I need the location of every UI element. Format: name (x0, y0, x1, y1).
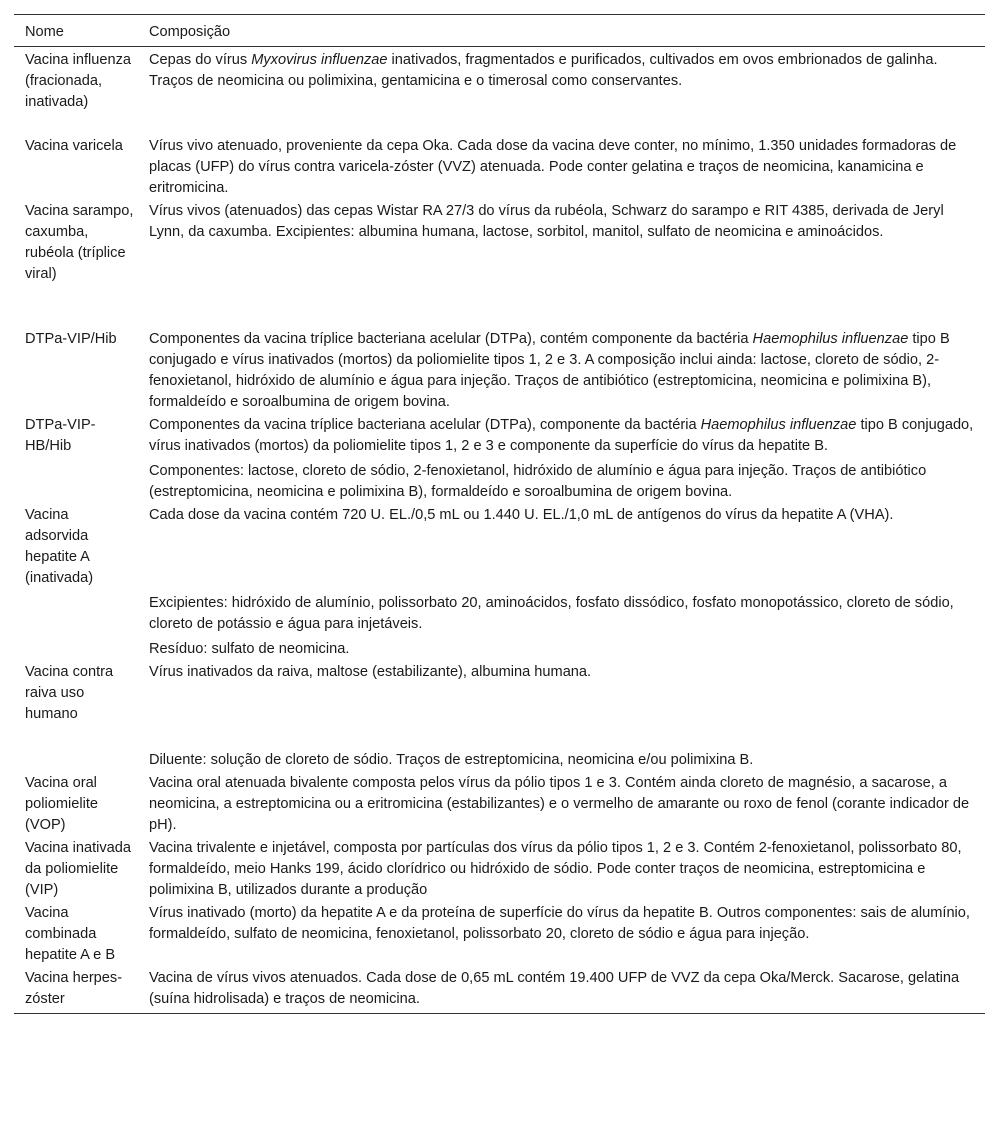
vaccine-name: Vacina sarampo, caxumba, rubéola (tríplice viral) (25, 203, 134, 282)
composition-text: tipo B conjugado, vírus inativados (mortos) da poliomielite tipos 1, 2 e 3 e componente da superfície do vírus da hepatite B. (149, 417, 974, 454)
table-row (14, 200, 985, 328)
vaccine-name: Vacina oral poliomielite (VOP) (25, 775, 99, 833)
composition-italic-text: Haemophilus influenzae (752, 331, 909, 347)
composition-text: Componentes da vacina tríplice bacteriana acelular (DTPa), contém componente da bactéria (149, 331, 753, 347)
vaccine-name (14, 590, 138, 636)
vaccine-composition: Vírus inativados da raiva, maltose (estabilizante), albumina humana. (149, 664, 592, 680)
composition-italic-text: Myxovirus influenzae (251, 52, 388, 68)
vaccine-name: Vacina influenza (fracionada, inativada) (25, 52, 132, 110)
table-row (14, 135, 985, 200)
table-row (14, 636, 985, 661)
table-row (14, 837, 985, 902)
vaccine-composition: Vírus vivos (atenuados) das cepas Wistar RA 27/3 do vírus da rubéola, Schwarz do sarampo e RIT 4385, derivada de Jeryl Lynn, da caxumba. Excipientes: albumina humana, lactose, sorbitol, manitol, sulfato de neomicina e aminoácidos. (149, 203, 944, 240)
composition-italic-text: Haemophilus influenzae (700, 417, 857, 433)
vaccine-composition: Cada dose da vacina contém 720 U. EL./0,5 mL ou 1.440 U. EL./1,0 mL de antígenos do vírus da hepatite A (VHA). (149, 507, 894, 523)
vaccine-composition: Excipientes: hidróxido de alumínio, polissorbato 20, aminoácidos, fosfato dissódico, fosfato monopotássico, cloreto de sódio, cloreto de potássio e água para injetáveis. (149, 595, 954, 632)
vaccine-composition: Vacina oral atenuada bivalente composta pelos vírus da pólio tipos 1 e 3. Contém ainda cloreto de magnésio, a sacarose, a neomicina, a estreptomicina ou a eritromicina (estabilizantes) e o vermelho de amarante ou roxo de fenol (corante indicador de pH). (149, 775, 970, 833)
vaccine-name (14, 636, 138, 661)
vaccine-name: DTPa-VIP/Hib (25, 331, 117, 347)
vaccine-name: DTPa-VIP-HB/Hib (25, 417, 96, 454)
composition-text: Componentes da vacina tríplice bacteriana acelular (DTPa), componente da bactéria (149, 417, 701, 433)
vaccine-composition: Resíduo: sulfato de neomicina. (149, 641, 350, 657)
vaccine-composition (138, 414, 985, 458)
vaccine-name (14, 747, 138, 772)
table-row (14, 661, 985, 747)
vaccine-name: Vacina varicela (25, 138, 123, 154)
table-row (14, 458, 985, 504)
table-row (14, 747, 985, 772)
vaccine-composition: Vírus inativado (morto) da hepatite A e da proteína de superfície do vírus da hepatite B. Outros componentes: sais de alumínio, formaldeído, sulfato de neomicina, fenoxietanol, polissorbato 20, cloreto de sódio e água para injeção. (149, 905, 970, 942)
vaccine-name: Vacina contra raiva uso humano (25, 664, 114, 722)
vaccine-composition: Componentes: lactose, cloreto de sódio, 2-fenoxietanol, hidróxido de alumínio e água para injeção. Traços de antibiótico (estreptomicina, neomicina e polimixina B), formaldeído e soroalbumina de origem bovina. (149, 463, 927, 500)
vaccine-name: Vacina inativada da poliomielite (VIP) (25, 840, 132, 898)
vaccine-composition (138, 328, 985, 414)
vaccine-composition: Vírus vivo atenuado, proveniente da cepa Oka. Cada dose da vacina deve conter, no mínimo, 1.350 unidades formadoras de placas (UFP) do vírus contra varicela-zóster (VVZ) atenuada. Pode conter gelatina e traços de neomicina, kanamicina e eritromicina. (149, 138, 957, 196)
vaccine-name: Vacina adsorvida hepatite A (inativada) (25, 507, 94, 586)
table-row (14, 47, 985, 136)
table-row (14, 902, 985, 967)
vaccine-composition-table (14, 14, 985, 1014)
vaccine-composition: Vacina trivalente e injetável, composta por partículas dos vírus da pólio tipos 1, 2 e 3. Contém 2-fenoxietanol, polissorbato 80, formaldeído, meio Hanks 199, ácido clorídrico ou hidróxido de sódio. Pode conter traços de neomicina, estreptomicina e polimixina B, utilizados durante a produção (149, 840, 962, 898)
vaccine-name: Vacina combinada hepatite A e B (25, 905, 116, 963)
vaccine-name: Vacina herpes-zóster (14, 967, 138, 1014)
table-row (14, 504, 985, 590)
vaccine-name (14, 458, 138, 504)
composition-text: inativados, fragmentados e purificados, cultivados em ovos embrionados de galinha. Traços de neomicina ou polimixina, gentamicina e o timerosal como conservantes. (149, 52, 938, 89)
table-row (14, 328, 985, 414)
composition-text: tipo B conjugado e vírus inativados (mortos) da poliomielite tipos 1, 2 e 3. A composição inclui ainda: lactose, cloreto de sódio, 2-fenoxietanol, hidróxido de alumínio e água para injeção. Traços de antibiótico (estreptomicina, neomicina e polimixina B), formaldeído e soroalbumina de origem bovina. (149, 331, 950, 410)
header-composition: Composição (138, 15, 985, 47)
table-row (14, 590, 985, 636)
vaccine-composition: Diluente: solução de cloreto de sódio. Traços de estreptomicina, neomicina e/ou polimixina B. (149, 752, 754, 768)
table-row (14, 772, 985, 837)
vaccine-composition: Vacina de vírus vivos atenuados. Cada dose de 0,65 mL contém 19.400 UFP de VVZ da cepa Oka/Merck. Sacarose, gelatina (suína hidrolisada) e traços de neomicina. (138, 967, 985, 1014)
vaccine-composition (138, 47, 985, 136)
composition-text: Cepas do vírus (149, 52, 252, 68)
table-row (14, 414, 985, 458)
table-row (14, 967, 985, 1014)
vaccine-composition-table-container (14, 14, 985, 1014)
header-name: Nome (14, 15, 138, 47)
table-header-row (14, 15, 985, 47)
